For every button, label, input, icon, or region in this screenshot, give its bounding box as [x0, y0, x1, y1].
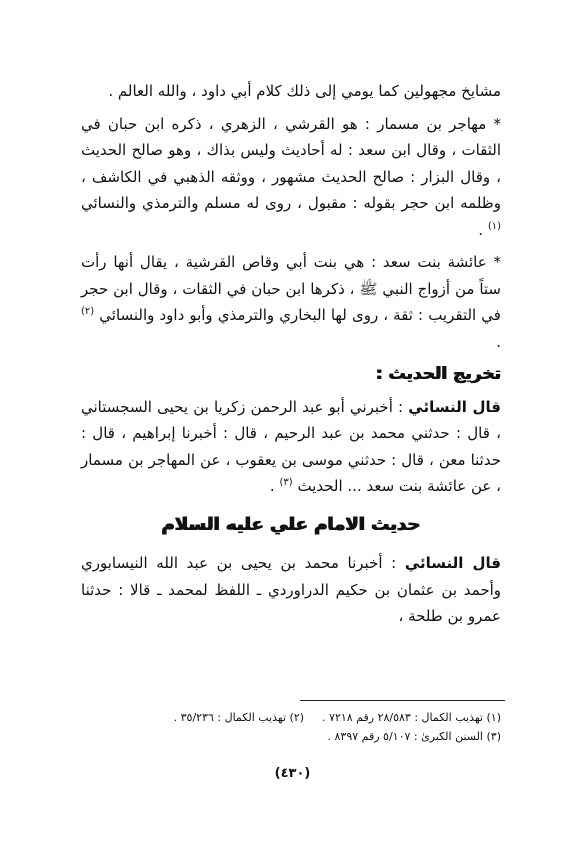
footnote-2: (٢) تهذيب الكمال : ٣٥/٢٣٦ . [173, 711, 305, 724]
section-heading-imam: حديث الامام علي عليه السلام [161, 513, 421, 535]
page-number: (٤٣٠) [274, 766, 311, 781]
footnote-divider [300, 700, 505, 701]
footnote-mark: (١) [487, 220, 501, 232]
footnote-mark: (٣) [279, 477, 293, 488]
paragraph-text: : أخبرني أبو عبد الرحمن زكريا بن يحيى السجستاني ، قال : حدثني محمد بن عبد الرحيم ، قال : أخبرنا إبراهيم ، قال : حدثنا معن ، قال : حدثني موسى بن يعقوب ، عن المهاجر بن مسمار ، عن عائشة بنت سعد ... الحديث [81, 397, 501, 495]
trailing-period: . [269, 477, 275, 495]
trailing-period: . [496, 332, 501, 351]
paragraph-aisha [81, 249, 501, 355]
section-heading-takhrij: تخريج الحديث : [375, 364, 501, 384]
footnote-1: (١) تهذيب الكمال : ٢٨/٥٨٣ رقم ٧٢١٨ . [322, 711, 501, 724]
paragraph-text: * مهاجر بن مسمار : هو القرشي ، الزهري ، ذكره ابن حبان في الثقات ، وقال ابن سعد : له أحاديث وليس بذاك ، وهو صالح الحديث ، وقال البزار : صالح الحديث مشهور ، ووثقه الذهبي في الكاشف ، وظلمه ابن حجر بقوله : مقبول ، روى له مسلم والترمذي والنسائي [81, 114, 501, 212]
paragraph-takhrij [81, 394, 501, 500]
footnote-3: (٣) السنن الكبرىٰ : ٥/١٠٧ رقم ٨٣٩٧ . [327, 730, 501, 743]
main-text [81, 78, 501, 636]
paragraph-imam [81, 550, 501, 630]
trailing-period: . [478, 220, 484, 239]
footnote-mark: (٢) [81, 306, 95, 317]
paragraph-muhajir [81, 111, 501, 244]
footnotes [81, 708, 501, 746]
paragraph-lead: قال النسائي [404, 554, 501, 572]
footnote-row [81, 708, 501, 727]
footnote-row [81, 727, 501, 746]
paragraph-1 [81, 78, 501, 105]
paragraph-text: * عائشة بنت سعد : هي بنت أبي وقاص القرشية ، يقال أنها رأت ستاً من أزواج النبي ﷺ ، ذكرها ابن حبان في الثقات ، وقال ابن حجر في التقريب : ثقة ، روى لها البخاري والترمذي وأبو داود والنسائي [81, 253, 501, 324]
paragraph-text: : أخبرنا محمد بن يحيى بن عبد الله النيسابوري وأحمد بن عثمان بن حكيم الدراوردي ـ اللفظ لمحمد ـ قالا : حدثنا عمرو بن طلحة ، [81, 554, 501, 625]
paragraph-lead: قال النسائي [408, 397, 501, 416]
paragraph-text: مشايخ مجهولين كما يومي إلى ذلك كلام أبي داود ، والله العالم . [108, 82, 501, 100]
